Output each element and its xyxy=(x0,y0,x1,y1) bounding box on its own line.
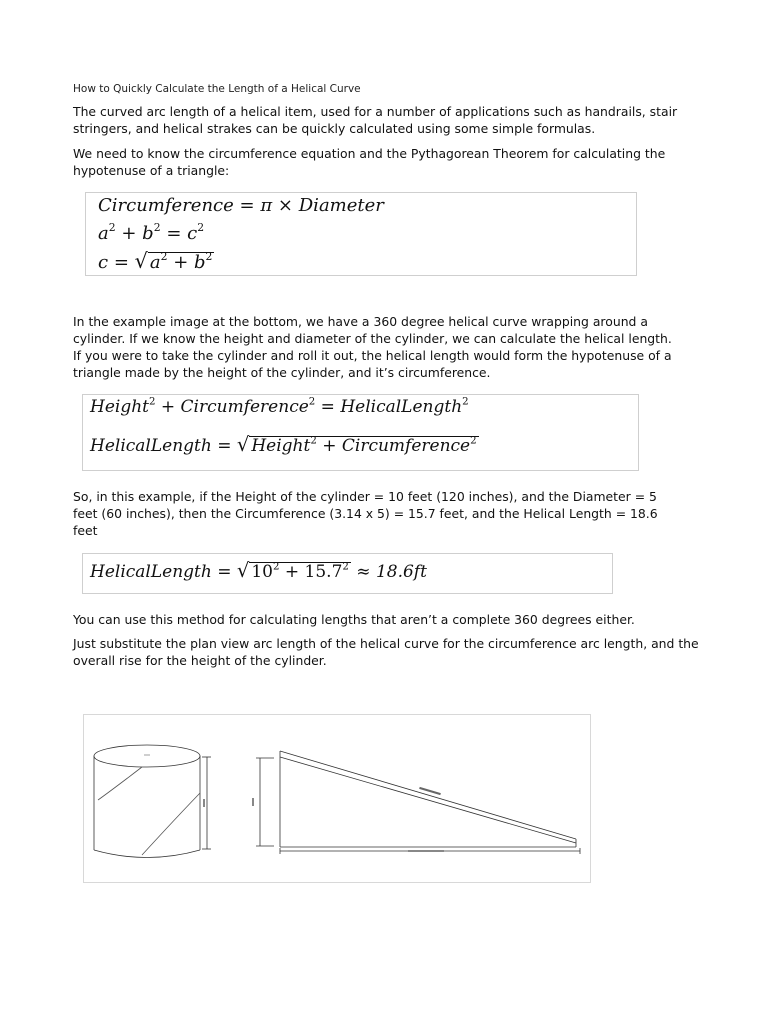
formula-text: × xyxy=(277,195,294,216)
hypotenuse-dimension-mark xyxy=(419,787,441,795)
formula-exponent: 2 xyxy=(470,435,477,447)
formula-text: = xyxy=(320,397,335,417)
formula-exponent: 2 xyxy=(272,561,280,573)
formula-text: + xyxy=(121,223,137,244)
formula-text: = xyxy=(113,252,129,273)
paragraph-substitute: Just substitute the plan view arc length of the helical curve for the circumference arc length, and the overall rise for the height of the cylinder. xyxy=(73,636,699,668)
helix-diagram-drawing xyxy=(84,715,592,884)
paragraph-example-line1: In the example image at the bottom, we have a 360 degree helical curve wrapping around a cylinder. If we know the height and diameter of the cylinder, we can calculate the helical length. xyxy=(73,314,672,346)
formula-exponent: 2 xyxy=(310,435,317,447)
formula-box-helical xyxy=(82,394,639,471)
formula-box-circumference xyxy=(85,192,637,276)
triangle-hypotenuse-upper xyxy=(280,751,576,839)
formula-text: Diameter xyxy=(298,195,384,216)
formula-text: = xyxy=(217,436,232,456)
sqrt-symbol: √ xyxy=(236,559,250,582)
cylinder-top-ellipse xyxy=(94,745,200,767)
formula-text: Circumference xyxy=(341,436,471,456)
formula-text: Circumference xyxy=(98,195,234,216)
paragraph-example xyxy=(73,313,703,381)
cylinder-drawing xyxy=(94,745,211,858)
formula-text: + xyxy=(173,252,189,273)
formula-text: + xyxy=(160,397,176,417)
formula-exponent: 2 xyxy=(462,396,469,408)
paragraph-needs: We need to know the circumference equation and the Pythagorean Theorem for calculating the hypotenuse of a triangle: xyxy=(73,146,666,178)
paragraph-intro: The curved arc length of a helical item, used for a number of applications such as handrails, stair stringers, and helical strakes can be quickly calculated using some simple formulas. xyxy=(73,104,678,136)
formula-pythagorean xyxy=(98,220,205,244)
triangle-hypotenuse-lower xyxy=(280,757,576,843)
formula-text: b xyxy=(194,252,206,273)
triangle-height-mark xyxy=(252,798,254,806)
formula-helical-length xyxy=(90,433,479,456)
formula-exponent: 2 xyxy=(308,396,316,408)
formula-text: 18.6ft xyxy=(375,562,427,582)
formula-text: π xyxy=(260,195,273,216)
formula-text: a xyxy=(149,252,161,273)
sqrt-symbol: √ xyxy=(134,249,148,273)
helix-curve-lower xyxy=(142,793,200,855)
height-dimension-mark xyxy=(203,799,205,807)
formula-exponent: 2 xyxy=(160,249,168,263)
formula-text: = xyxy=(166,223,182,244)
formula-circumference xyxy=(98,195,384,216)
paragraph-example-line2: If you were to take the cylinder and roll it out, the helical length would form the hypotenuse of a triangle made by the height of the cylinder, and it’s circumference. xyxy=(73,348,672,380)
formula-text: HelicalLength xyxy=(340,397,463,417)
formula-text: + xyxy=(284,562,300,582)
formula-text: + xyxy=(322,436,337,456)
formula-exponent: 2 xyxy=(149,396,156,408)
formula-text: c xyxy=(187,223,198,244)
formula-text: = xyxy=(217,562,232,582)
sqrt-symbol: √ xyxy=(236,433,250,456)
formula-text: ≈ xyxy=(356,562,371,582)
formula-hypotenuse xyxy=(98,249,214,273)
formula-exponent: 2 xyxy=(108,220,116,234)
radicand xyxy=(148,249,215,273)
cylinder-bottom-edge xyxy=(94,850,200,858)
formula-text: Height xyxy=(251,436,311,456)
formula-box-result xyxy=(82,553,613,594)
formula-text: b xyxy=(142,223,154,244)
formula-result xyxy=(90,559,427,582)
formula-text: HelicalLength xyxy=(90,562,212,582)
paragraph-calculation: So, in this example, if the Height of the cylinder = 10 feet (120 inches), and the Diameter = 5 feet (60 inches), then the Circumference (3.14 x 5) = 15.7 feet, and the Helical Length = 18.6 feet xyxy=(73,489,658,538)
helix-curve-upper xyxy=(98,767,142,800)
base-dimension-mark xyxy=(408,850,444,852)
formula-exponent: 2 xyxy=(342,561,349,573)
formula-text: a xyxy=(98,223,109,244)
page-title: How to Quickly Calculate the Length of a Helical Curve xyxy=(73,83,361,95)
formula-exponent: 2 xyxy=(197,220,205,234)
formula-text: HelicalLength xyxy=(90,436,212,456)
formula-exponent: 2 xyxy=(153,220,161,234)
radicand xyxy=(249,436,478,456)
unrolled-triangle xyxy=(203,751,580,854)
formula-helical-squared xyxy=(90,397,469,417)
formula-text: Height xyxy=(90,397,149,417)
paragraph-partial: You can use this method for calculating lengths that aren’t a complete 360 degrees either. xyxy=(73,612,635,627)
formula-text: 15.7 xyxy=(304,562,343,582)
formula-text: Circumference xyxy=(180,397,309,417)
formula-text: 10 xyxy=(251,562,273,582)
radicand xyxy=(249,562,351,582)
formula-exponent: 2 xyxy=(205,249,213,263)
helix-diagram xyxy=(83,714,591,883)
formula-text: = xyxy=(239,195,255,216)
formula-text: c xyxy=(98,252,109,273)
